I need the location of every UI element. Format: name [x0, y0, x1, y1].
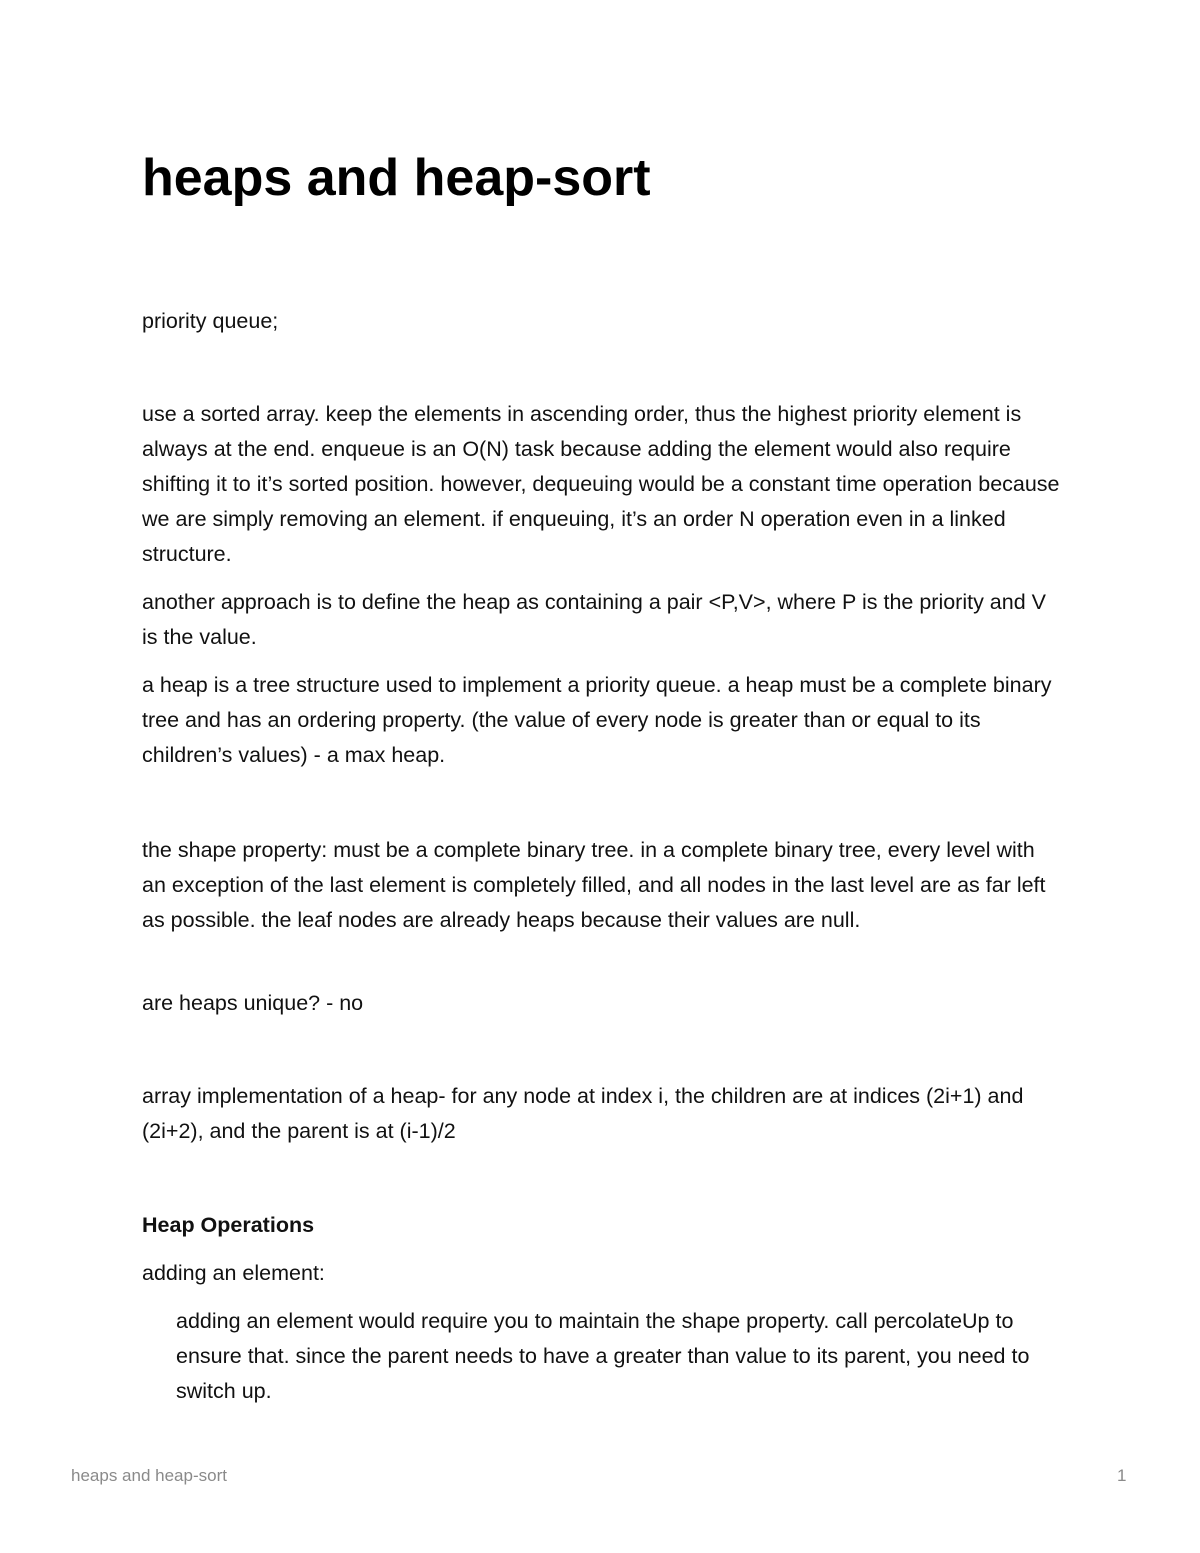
paragraph-priority-queue: priority queue;	[142, 309, 279, 333]
section-heading-heap-operations: Heap Operations	[142, 1213, 315, 1237]
paragraph-shape-property: the shape property: must be a complete binary tree. in a complete binary tree, every level with an exception of the last element is completely filled, and all nodes in the last level are as far left as possible. the leaf nodes are already heaps because their values are null.	[142, 838, 1046, 932]
page-title: heaps and heap-sort	[142, 149, 651, 207]
paragraph-adding-element-label: adding an element:	[142, 1261, 325, 1285]
paragraph-array-implementation: array implementation of a heap- for any node at index i, the children are at indices (2i+1) and (2i+2), and the parent is at (i-1)/2	[142, 1084, 1024, 1143]
footer-page-number: 1	[1117, 1466, 1127, 1485]
paragraph-heaps-unique: are heaps unique? - no	[142, 991, 364, 1015]
footer-title: heaps and heap-sort	[71, 1466, 227, 1485]
paragraph-sorted-array: use a sorted array. keep the elements in ascending order, thus the highest priority element is always at the end. enqueue is an O(N) task because adding the element would also require shifting it to it’s sorted position. however, dequeuing would be a constant time operation because we are simply removing an element. if enqueuing, it’s an order N operation even in a linked structure.	[142, 402, 1060, 566]
paragraph-pair-approach: another approach is to define the heap as containing a pair <P,V>, where P is the priority and V is the value.	[142, 590, 1046, 649]
paragraph-heap-definition: a heap is a tree structure used to implement a priority queue. a heap must be a complete binary tree and has an ordering property. (the value of every node is greater than or equal to its children’s values) - a max heap.	[142, 673, 1052, 767]
paragraph-adding-element-detail: adding an element would require you to maintain the shape property. call percolateUp to ensure that. since the parent needs to have a greater than value to its parent, you need to switch up.	[176, 1309, 1030, 1403]
